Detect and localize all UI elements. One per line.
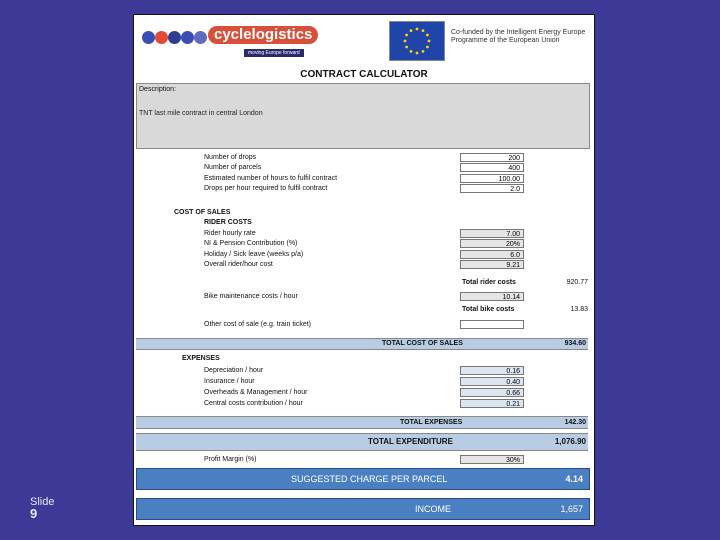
input-label: Estimated number of hours to fulfil contract [204, 175, 338, 182]
suggested-charge-label: SUGGESTED CHARGE PER PARCEL [291, 474, 448, 484]
total-expenses-label: TOTAL EXPENSES [400, 419, 463, 426]
bike-value: 10.14 [460, 292, 524, 301]
income-bar [136, 498, 590, 520]
description-box [136, 83, 590, 149]
total-expenditure-label: TOTAL EXPENDITURE [368, 437, 453, 446]
input-value: 100.00 [460, 174, 524, 183]
expense-item-label: Central costs contribution / hour [204, 400, 303, 407]
rider-item-label: NI & Pension Contribution (%) [204, 240, 298, 247]
input-value: 2.0 [460, 184, 524, 193]
cost-of-sales-heading: COST OF SALES [174, 209, 231, 216]
other-cost-label: Other cost of sale (e.g. train ticket) [204, 321, 311, 328]
rider-item-value: 20% [460, 239, 524, 248]
brand-tagline: moving Europe forward [244, 49, 304, 57]
expense-item-label: Insurance / hour [204, 378, 255, 385]
total-expenses-value: 142.30 [564, 419, 586, 426]
total-rider-label: Total rider costs [462, 279, 516, 286]
other-cost-value [460, 320, 524, 329]
expense-item-label: Overheads & Management / hour [204, 389, 308, 396]
rider-item-value: 9.21 [460, 260, 524, 269]
expense-item-value: 0.40 [460, 377, 524, 386]
income-value: 1,657 [560, 504, 583, 514]
expense-item-value: 0.66 [460, 388, 524, 397]
expense-item-value: 0.21 [460, 399, 524, 408]
expense-item-value: 0.16 [460, 366, 524, 375]
expenses-heading: EXPENSES [182, 355, 220, 362]
eu-flag-icon [389, 21, 445, 61]
input-label: Drops per hour required to fulfil contract [204, 185, 328, 192]
input-value: 200 [460, 153, 524, 162]
slide-number [30, 496, 54, 520]
contract-calculator-sheet [133, 14, 595, 526]
slide-number-value: 9 [30, 506, 38, 521]
suggested-charge-value: 4.14 [565, 474, 583, 484]
rider-item-label: Holiday / Sick leave (weeks p/a) [204, 251, 304, 258]
total-bike-label: Total bike costs [462, 306, 515, 313]
total-expenditure-value: 1,076.90 [554, 437, 586, 446]
brand-name: cyclelogistics [208, 26, 318, 44]
total-expenses-bar [136, 416, 588, 429]
total-cost-of-sales-label: TOTAL COST OF SALES [382, 340, 463, 347]
expense-item-label: Depreciation / hour [204, 367, 264, 374]
input-label: Number of parcels [204, 164, 262, 171]
description-label: Description: [139, 86, 176, 93]
input-label: Number of drops [204, 154, 257, 161]
profit-margin-label: Profit Margin (%) [204, 456, 257, 463]
total-cost-of-sales-bar [136, 338, 588, 350]
rider-costs-heading: RIDER COSTS [204, 219, 252, 226]
bike-label: Bike maintenance costs / hour [204, 293, 298, 300]
input-value: 400 [460, 163, 524, 172]
suggested-charge-bar [136, 468, 590, 490]
slide-label-text: Slide [30, 496, 55, 508]
income-label: INCOME [415, 504, 451, 514]
eu-funding-text: Co-funded by the Intelligent Energy Europe Programme of the European Union [451, 29, 586, 44]
total-bike-value: 13.83 [570, 306, 588, 313]
rider-item-value: 6.0 [460, 250, 524, 259]
rider-item-label: Rider hourly rate [204, 230, 256, 237]
eu-funding-logo [389, 21, 589, 61]
total-rider-value: 920.77 [566, 279, 588, 286]
total-cost-of-sales-value: 934.60 [564, 340, 586, 347]
rider-item-value: 7.00 [460, 229, 524, 238]
cyclelogistics-logo [140, 24, 312, 66]
description-text: TNT last mile contract in central London [139, 110, 263, 117]
calculator-title: CONTRACT CALCULATOR [300, 69, 428, 80]
total-expenditure-bar [136, 433, 588, 451]
rider-item-label: Overall rider/hour cost [204, 261, 273, 268]
profit-margin-value: 30% [460, 455, 524, 464]
